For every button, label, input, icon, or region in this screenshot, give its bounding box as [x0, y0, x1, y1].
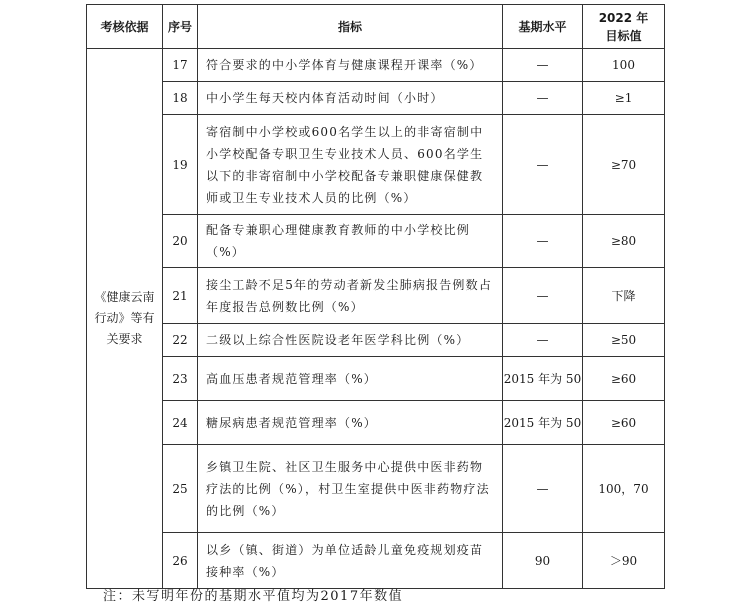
- target-cell: 下降: [583, 268, 665, 324]
- baseline-cell: —: [503, 215, 583, 268]
- seq-cell: 22: [163, 324, 198, 357]
- target-cell: ≥60: [583, 401, 665, 445]
- header-seq: 序号: [163, 5, 198, 49]
- baseline-cell: 2015 年为 50: [503, 401, 583, 445]
- indicator-cell: 糖尿病患者规范管理率（%）: [198, 401, 503, 445]
- indicator-cell: 寄宿制中小学校或600名学生以上的非寄宿制中小学校配备专职卫生专业技术人员、600名学生以下的非寄宿制中小学校配备专兼职健康保健教师或卫生专业技术人员的比例（%）: [198, 115, 503, 215]
- table-row: [87, 357, 665, 401]
- seq-cell: 20: [163, 215, 198, 268]
- baseline-cell: —: [503, 115, 583, 215]
- baseline-cell: —: [503, 82, 583, 115]
- header-target-line2: 目标值: [605, 28, 642, 43]
- indicator-cell: 以乡（镇、街道）为单位适龄儿童免疫规划疫苗接种率（%）: [198, 533, 503, 589]
- indicator-cell: 配备专兼职心理健康教育教师的中小学校比例（%）: [198, 215, 503, 268]
- indicator-cell: 二级以上综合性医院设老年医学科比例（%）: [198, 324, 503, 357]
- table-row: [87, 215, 665, 268]
- table-row: [87, 49, 665, 82]
- table-row: [87, 82, 665, 115]
- header-target: [583, 5, 665, 49]
- target-cell: ≥60: [583, 357, 665, 401]
- baseline-cell: —: [503, 445, 583, 533]
- baseline-cell: —: [503, 324, 583, 357]
- table-row: [87, 445, 665, 533]
- seq-cell: 17: [163, 49, 198, 82]
- baseline-cell: 90: [503, 533, 583, 589]
- seq-cell: 26: [163, 533, 198, 589]
- header-basis: 考核依据: [87, 5, 163, 49]
- baseline-cell: 2015 年为 50: [503, 357, 583, 401]
- table-row: [87, 324, 665, 357]
- indicator-table: [86, 4, 665, 589]
- baseline-cell: —: [503, 268, 583, 324]
- seq-cell: 18: [163, 82, 198, 115]
- table-row: [87, 401, 665, 445]
- table-row: [87, 115, 665, 215]
- target-cell: ≥70: [583, 115, 665, 215]
- header-baseline: 基期水平: [503, 5, 583, 49]
- baseline-cell: —: [503, 49, 583, 82]
- indicator-cell: 接尘工龄不足5年的劳动者新发尘肺病报告例数占年度报告总例数比例（%）: [198, 268, 503, 324]
- table-row: [87, 533, 665, 589]
- seq-cell: 19: [163, 115, 198, 215]
- basis-cell: 《健康云南行动》等有关要求: [87, 49, 163, 589]
- seq-cell: 24: [163, 401, 198, 445]
- target-cell: ＞90: [583, 533, 665, 589]
- target-cell: 100，70: [583, 445, 665, 533]
- header-row: [87, 5, 665, 49]
- indicator-cell: 乡镇卫生院、社区卫生服务中心提供中医非药物疗法的比例（%），村卫生室提供中医非药物疗法的比例（%）: [198, 445, 503, 533]
- header-target-line1: 2022 年: [598, 10, 649, 25]
- indicator-cell: 高血压患者规范管理率（%）: [198, 357, 503, 401]
- indicator-cell: 中小学生每天校内体育活动时间（小时）: [198, 82, 503, 115]
- indicator-cell: 符合要求的中小学体育与健康课程开课率（%）: [198, 49, 503, 82]
- seq-cell: 25: [163, 445, 198, 533]
- target-cell: ≥50: [583, 324, 665, 357]
- target-cell: 100: [583, 49, 665, 82]
- target-cell: ≥1: [583, 82, 665, 115]
- seq-cell: 23: [163, 357, 198, 401]
- seq-cell: 21: [163, 268, 198, 324]
- table-row: [87, 268, 665, 324]
- table-footnote: 注：未写明年份的基期水平值均为2017年数值: [103, 589, 404, 604]
- header-indicator: 指标: [198, 5, 503, 49]
- target-cell: ≥80: [583, 215, 665, 268]
